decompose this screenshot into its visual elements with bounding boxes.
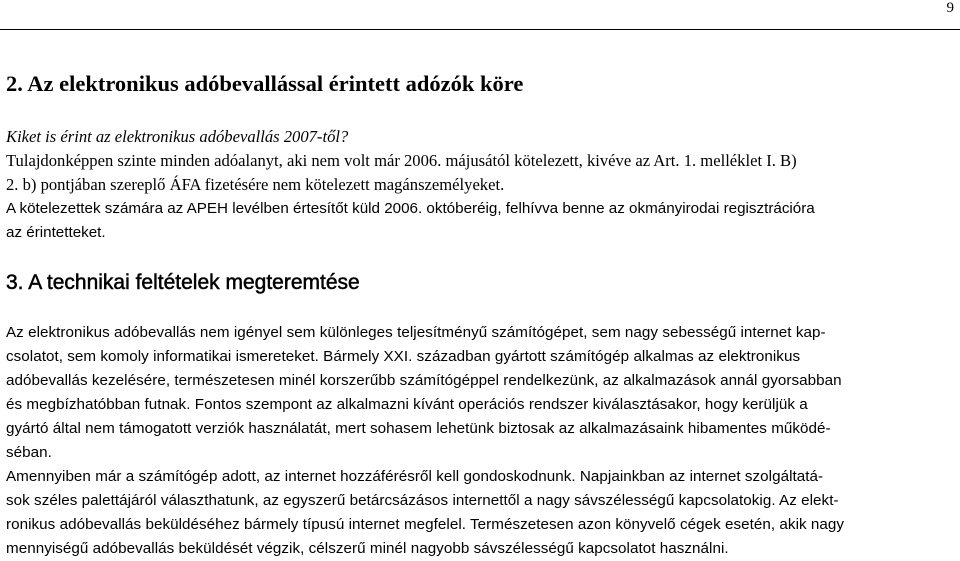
text-line: gyártó által nem támogatott verziók használatát, mert sohasem lehetünk biztosak az alkalmazásaink hibamentes működé-: [6, 420, 831, 437]
section-2-heading: 2. Az elektronikus adóbevallással érintett adózók köre: [6, 71, 524, 96]
section-2-question: Kiket is érint az elektronikus adóbevallás 2007-től?: [6, 127, 349, 146]
page-number: 9: [946, 0, 954, 16]
text-line: adóbevallás kezelésére, természetesen minél korszerűbb számítógéppel rendelkezünk, az alkalmazások annál gyorsabban: [6, 372, 842, 389]
text-line: A kötelezettek számára az APEH levélben értesítőt küld 2006. októberéig, felhívva benne az okmányirodai regisztrációra: [6, 200, 815, 217]
text-line: sok széles palettájáról választhatunk, az egyszerű betárcsázásos internettől a nagy sávszélességű kapcsolatokig. Az elekt-: [6, 492, 839, 509]
text-line: az érintetteket.: [6, 224, 106, 241]
section-3-paragraph-2: [6, 465, 956, 561]
text-line: Az elektronikus adóbevallás nem igényel sem különleges teljesítményű számítógépet, sem nagy sebességű internet kap-: [6, 324, 826, 341]
text-line: ronikus adóbevallás beküldéséhez bármely típusú internet megfelel. Természetesen azon könyvelő cégek esetén, akik nagy: [6, 516, 845, 533]
text-line: mennyiségű adóbevallás beküldését végzik, célszerű minél nagyobb sávszélességű kapcsolatot használni.: [6, 540, 729, 557]
section-2-paragraph-2: [6, 197, 956, 245]
text-line: Tulajdonképpen szinte minden adóalanyt, aki nem volt már 2006. májusától kötelezett, kivéve az Art. 1. melléklet I. B): [6, 151, 797, 170]
section-3-heading: 3. A technikai feltételek megteremtése: [6, 271, 360, 294]
section-3-paragraph-1: [6, 321, 956, 465]
text-line: és megbízhatóbban futnak. Fontos szempont az alkalmazni kívánt operációs rendszer kiválasztásakor, hogy kerüljük a: [6, 396, 808, 413]
text-line: Amennyiben már a számítógép adott, az internet hozzáférésről kell gondoskodnunk. Napjainkban az internet szolgáltatá-: [6, 468, 824, 485]
text-line: csolatot, sem komoly informatikai ismereteket. Bármely XXI. században gyártott számítógép alkalmas az elektronikus: [6, 348, 801, 365]
header-rule: [0, 29, 960, 30]
section-2-paragraph-1: [6, 149, 956, 197]
text-line: séban.: [6, 444, 52, 461]
text-line: 2. b) pontjában szereplő ÁFA fizetésére nem kötelezett magánszemélyeket.: [6, 175, 505, 194]
